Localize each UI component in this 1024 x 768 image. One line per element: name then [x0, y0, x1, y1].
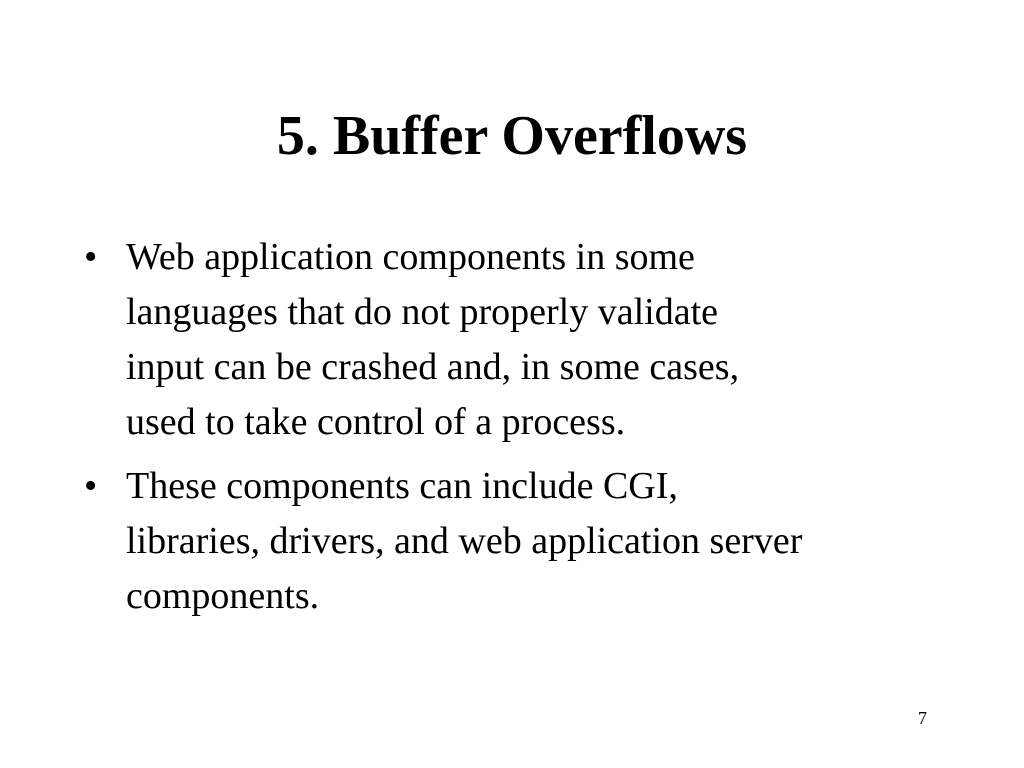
bullet-line: components.: [126, 575, 320, 617]
bullet-line: Web application components in some: [126, 236, 695, 278]
page-number: 7: [918, 708, 927, 728]
bullet-line: libraries, drivers, and web application server: [126, 520, 803, 562]
bullet-item: [84, 459, 964, 624]
bullet-line: These components can include CGI,: [126, 465, 678, 507]
bullet-line: used to take control of a process.: [126, 401, 626, 443]
bullet-line: input can be crashed and, in some cases,: [126, 346, 740, 388]
slide-title: 5. Buffer Overflows: [276, 105, 748, 167]
bullet-dot-icon: •: [84, 236, 98, 278]
bullet-line: languages that do not properly validate: [126, 291, 718, 333]
bullet-list: [84, 230, 964, 633]
bullet-dot-icon: •: [84, 465, 98, 507]
bullet-item: [84, 230, 964, 450]
